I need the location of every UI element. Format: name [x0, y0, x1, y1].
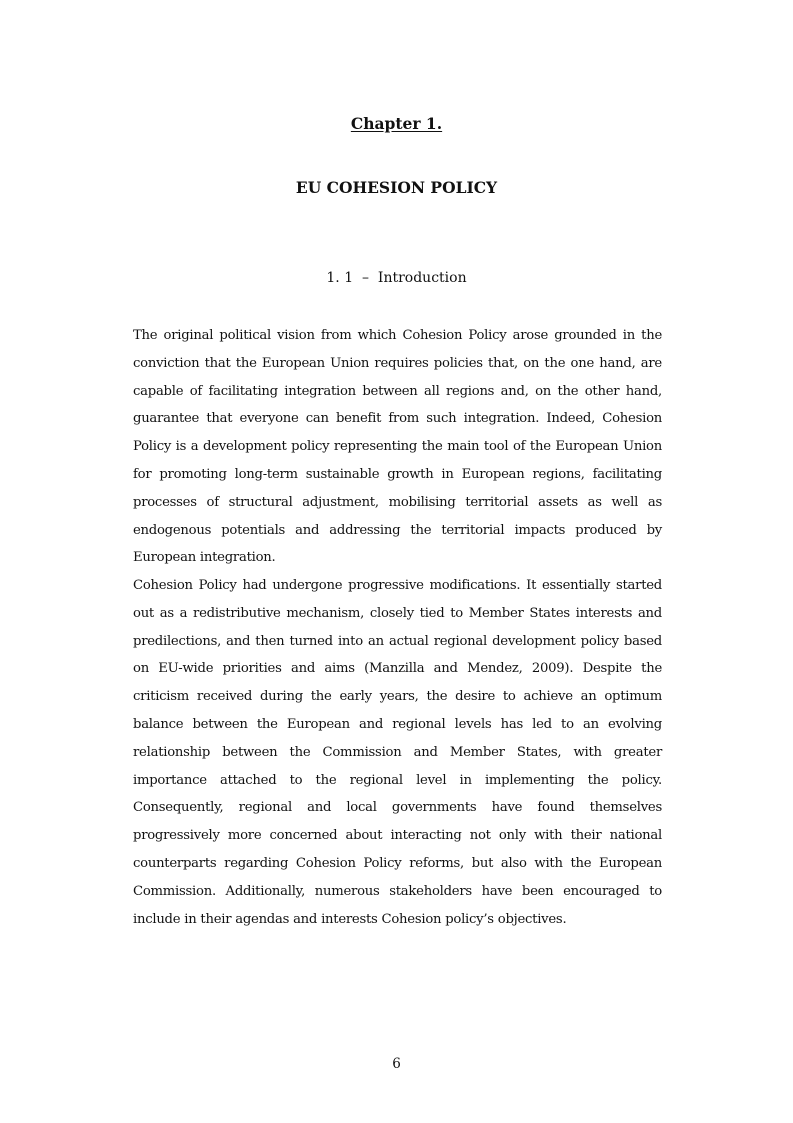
page-number: 6 — [392, 1056, 401, 1072]
section-heading — [0, 270, 793, 286]
section-separator: – — [362, 270, 370, 286]
body-paragraph-1: The original political vision from which Cohesion Policy arose grounded in the conviction that the European Union requires policies that, on the one hand, are capable of facilitating integration between all regions and, on the other hand, guarantee that everyone can benefit from such integration. Indeed, Cohesion Policy is a development policy representing the main tool of the European Union for promoting long-term sustainable growth in European regions, facilitating processes of structural adjustment, mobilising territorial assets as well as endogenous potentials and addressing the territorial impacts produced by European integration. — [133, 328, 662, 566]
section-number: 1. 1 — [326, 270, 354, 286]
body-paragraph-2: Cohesion Policy had undergone progressive modifications. It essentially started out as a redistributive mechanism, closely tied to Member States interests and predilections, and then turned into an actual regional development policy based on EU-wide priorities and aims (Manzilla and Mendez, 2009). Despite the criticism received during the early years, the desire to achieve an optimum balance between the European and regional levels has led to an evolving relationship between the Commission and Member States, with greater importance attached to the regional level in implementing the policy. Consequently, regional and local governments have found themselves progressively more concerned about interacting not only with their national counterparts regarding Cohesion Policy reforms, but also with the European Commission. Additionally, numerous stakeholders have been encouraged to include in their agendas and interests Cohesion policy’s objectives. — [133, 578, 662, 927]
chapter-label: Chapter 1. — [350, 114, 443, 133]
chapter-title: EU COHESION POLICY — [295, 178, 498, 197]
section-title: Introduction — [377, 270, 467, 286]
